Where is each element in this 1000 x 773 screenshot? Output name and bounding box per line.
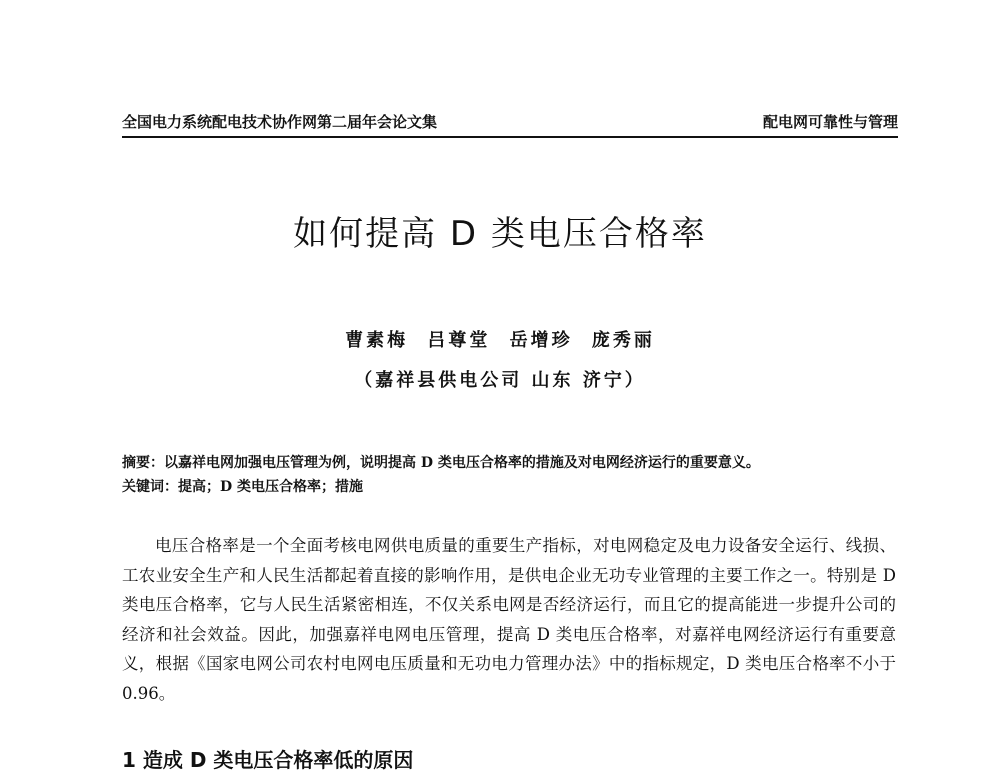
paper-title: 如何提高 D 类电压合格率	[293, 214, 707, 254]
keywords	[122, 478, 902, 496]
author-affiliation: （嘉祥县供电公司 山东 济宁）	[354, 370, 646, 391]
proceedings-title: 全国电力系统配电技术协作网第二届年会论文集	[122, 113, 438, 131]
section-heading: 1 造成 D 类电压合格率低的原因	[122, 748, 414, 772]
keywords-text: 提高；D 类电压合格率；措施	[178, 479, 364, 495]
author-list: 曹素梅 吕尊堂 岳增珍 庞秀丽	[345, 330, 655, 351]
body-paragraph: 电压合格率是一个全面考核电网供电质量的重要生产指标，对电网稳定及电力设备安全运行、线损、工农业安全生产和人民生活都起着直接的影响作用，是供电企业无功专业管理的主要工作之一。特别是 D 类电压合格率，它与人民生活紧密相连，不仅关系电网是否经济运行，而且它的提高能进一步提升公司的经济和社会效益。因此，加强嘉祥电网电压管理，提高 D 类电压合格率，对嘉祥电网经济运行有重要意义，根据《国家电网公司农村电网电压质量和无功电力管理办法》中的指标规定，D 类电压合格率不小于 0.96。	[122, 536, 896, 703]
running-header	[122, 108, 898, 138]
abstract	[122, 454, 902, 472]
abstract-label: 摘要：	[122, 455, 164, 471]
section-category: 配电网可靠性与管理	[762, 113, 898, 131]
keywords-label: 关键词：	[122, 479, 178, 495]
abstract-text: 以嘉祥电网加强电压管理为例，说明提高 D 类电压合格率的措施及对电网经济运行的重要意义。	[164, 455, 760, 471]
